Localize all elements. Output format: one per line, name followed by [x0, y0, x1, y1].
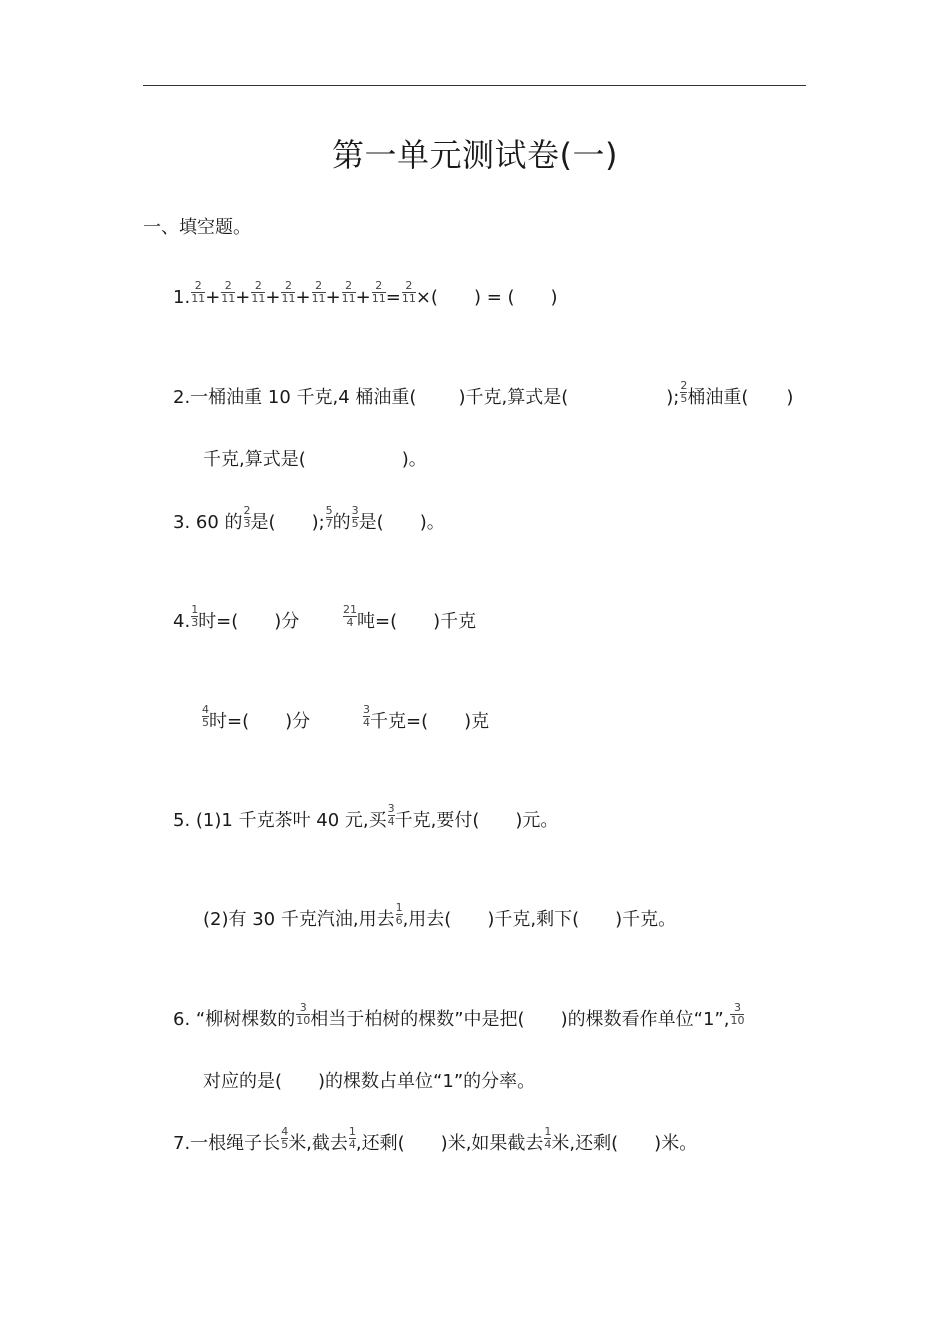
fraction: $\frac{2}{5}$	[680, 379, 688, 405]
fraction: $\frac{21}{4}$	[343, 603, 357, 629]
question-6-line-2: 对应的是( )的棵数占单位“1”的分率。	[203, 1071, 536, 1092]
fraction: $\frac{1}{6}$	[395, 901, 403, 927]
question-4-row-1: 4. $\frac{1}{3}$ 时=( )分	[173, 603, 300, 632]
question-2: 2.一桶油重 10 千克,4 桶油重( )千克,算式是( ); $\frac{2}{5}$ 桶油重( )	[173, 379, 794, 408]
fraction: $\frac{3}{10}$	[296, 1001, 311, 1027]
section-heading: 一、填空题。	[143, 217, 251, 238]
fraction: $\frac{2}{11}$	[401, 279, 416, 305]
question-6: 6. “柳树棵数的 $\frac{3}{10}$ 相当于柏树的棵数”中是把( )的棵数看作单位“1”, $\frac{3}{10}$	[173, 1001, 745, 1030]
fraction: $\frac{3}{10}$	[730, 1001, 745, 1027]
fraction: $\frac{1}{3}$	[191, 603, 199, 629]
fraction: $\frac{2}{11}$	[191, 279, 206, 305]
question-3: 3. 60 的 $\frac{2}{3}$ 是( ); $\frac{5}{7}$ 的 $\frac{3}{5}$ 是( )。	[173, 504, 445, 533]
fraction: $\frac{3}{4}$	[387, 802, 395, 828]
fraction: $\frac{2}{11}$	[341, 279, 356, 305]
fraction: $\frac{2}{3}$	[243, 504, 251, 530]
fraction: $\frac{2}{11}$	[221, 279, 236, 305]
question-5-part-1: 5. (1)1 千克茶叶 40 元,买 $\frac{3}{4}$ 千克,要付( )元。	[173, 802, 559, 831]
fraction: $\frac{2}{11}$	[251, 279, 266, 305]
question-2-line-2: 千克,算式是( )。	[203, 449, 427, 470]
fraction: $\frac{2}{11}$	[281, 279, 296, 305]
question-1: 1. $\frac{2}{11}$ + $\frac{2}{11}$ + $\frac{2}{11}$ + $\frac{2}{11}$ + $\frac{2}{11}$ + $\frac{2}{11}$ + $\frac{2}{11}$ = $\frac{2}{11}$ ×( ) = ( )	[173, 279, 558, 308]
fraction: $\frac{2}{11}$	[311, 279, 326, 305]
fraction: $\frac{1}{4}$	[348, 1125, 356, 1151]
question-4-row-2b: $\frac{3}{4}$ 千克=( )克	[363, 703, 490, 732]
fraction: $\frac{3}{4}$	[363, 703, 370, 729]
fraction: $\frac{3}{5}$	[351, 504, 359, 530]
fraction: $\frac{4}{5}$	[281, 1125, 289, 1151]
question-4-row-2: $\frac{4}{5}$ 时=( )分	[202, 703, 311, 732]
question-4-row-1b: $\frac{21}{4}$ 吨=( )千克	[343, 603, 477, 632]
fraction: $\frac{1}{4}$	[544, 1125, 552, 1151]
page-title: 第一单元测试卷(一)	[332, 136, 618, 174]
fraction: $\frac{2}{11}$	[371, 279, 386, 305]
header-rule	[143, 85, 806, 86]
fraction: $\frac{4}{5}$	[202, 703, 209, 729]
question-5-part-2: (2)有 30 千克汽油,用去 $\frac{1}{6}$ ,用去( )千克,剩下( )千克。	[203, 901, 677, 930]
fraction: $\frac{5}{7}$	[325, 504, 333, 530]
question-7: 7.一根绳子长 $\frac{4}{5}$ 米,截去 $\frac{1}{4}$ ,还剩( )米,如果截去 $\frac{1}{4}$ 米,还剩( )米。	[173, 1125, 698, 1154]
